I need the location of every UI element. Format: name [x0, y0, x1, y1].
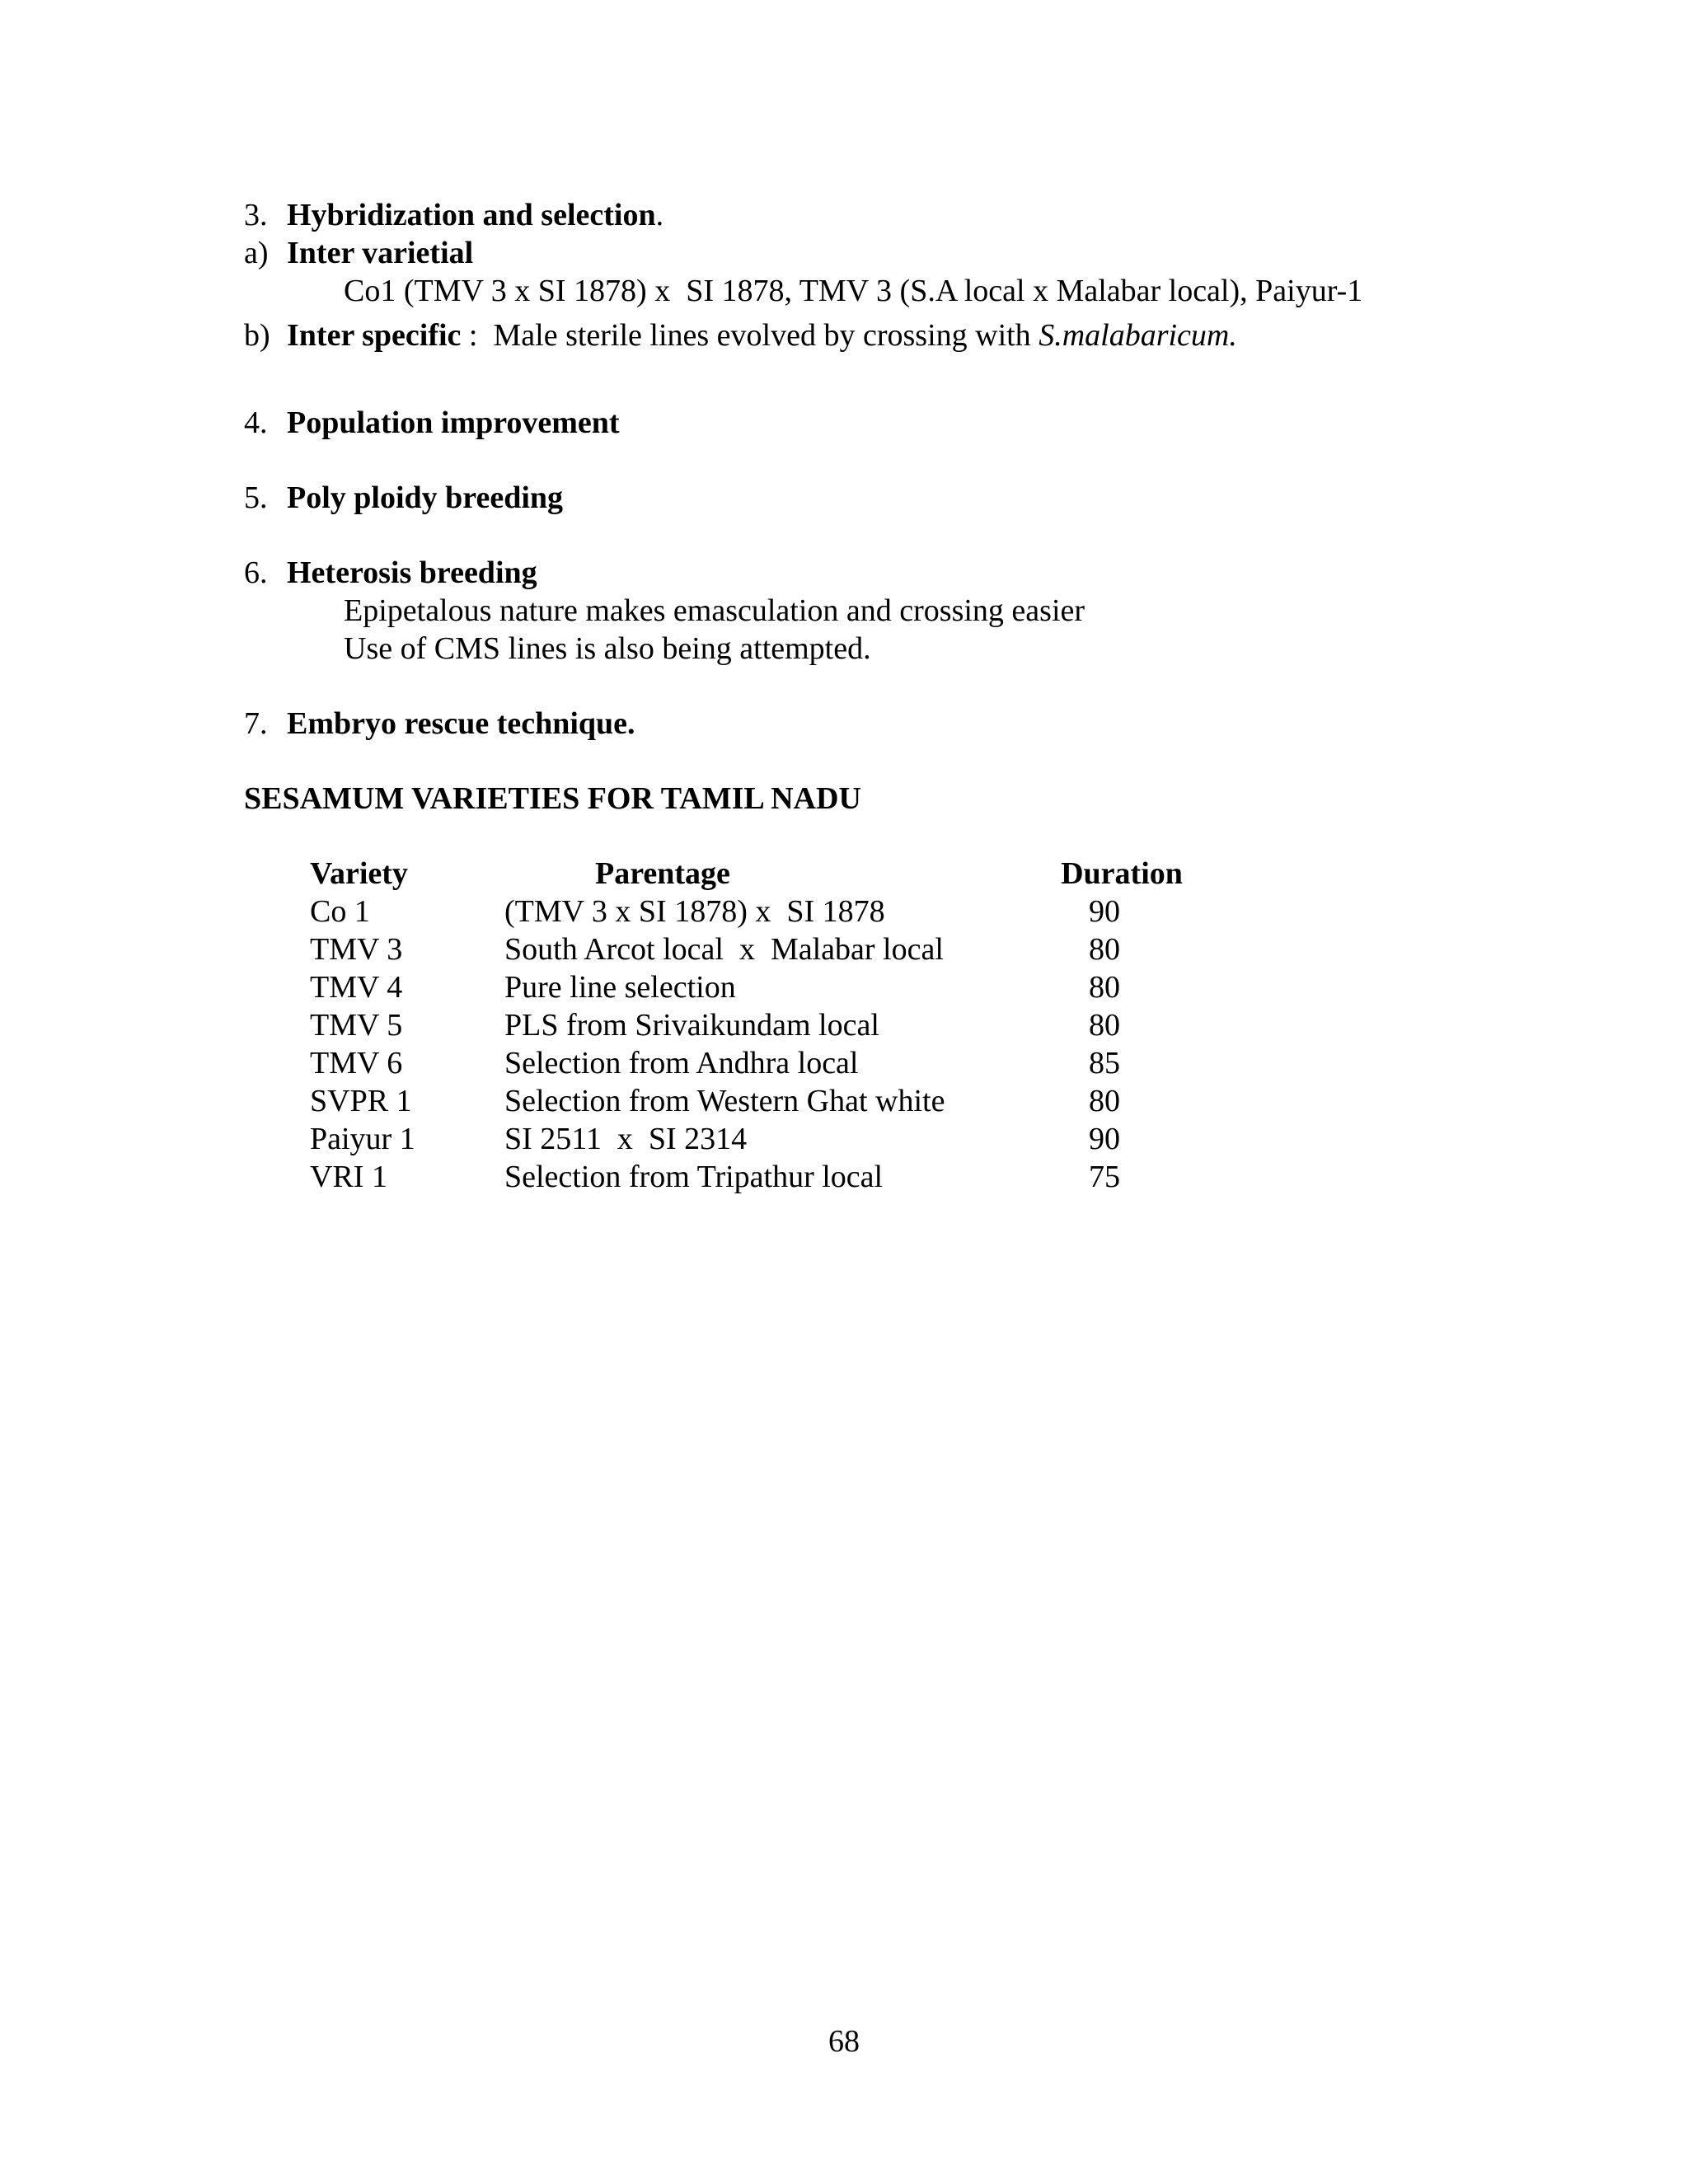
subsection-a-detail: Co1 (TMV 3 x SI 1878) x SI 1878, TMV 3 (S.A local x Malabar local), Paiyur-1 — [344, 274, 1363, 308]
variety-cell: Paiyur 1 — [310, 1122, 415, 1156]
parentage-cell: SI 2511 x SI 2314 — [504, 1122, 748, 1156]
parentage-cell: Selection from Andhra local — [504, 1046, 859, 1080]
column-header-variety: Variety — [310, 856, 408, 891]
section-3-heading — [244, 196, 663, 234]
variety-cell: VRI 1 — [310, 1160, 387, 1194]
duration-cell: 90 — [1089, 1122, 1120, 1156]
variety-cell: SVPR 1 — [310, 1084, 412, 1118]
parentage-cell: Pure line selection — [504, 970, 736, 1005]
variety-cell: TMV 3 — [310, 932, 403, 967]
subsection-separator: : — [461, 318, 494, 353]
subsection-text: Male sterile lines evolved by crossing with — [493, 318, 1039, 353]
duration-cell: 80 — [1089, 970, 1120, 1005]
variety-cell: TMV 5 — [310, 1008, 403, 1043]
parentage-cell: South Arcot local x Malabar local — [504, 932, 944, 967]
section-number: 7. — [244, 706, 268, 741]
subsection-title: Inter specific — [287, 318, 462, 353]
column-header-parentage: Parentage — [595, 856, 730, 891]
subsection-a-heading — [244, 234, 473, 272]
subsection-label: a) — [244, 236, 269, 270]
section-6-heading — [244, 554, 537, 592]
parentage-cell: Selection from Western Ghat white — [504, 1084, 945, 1118]
column-header-duration: Duration — [1061, 856, 1183, 891]
duration-cell: 90 — [1089, 894, 1120, 929]
section-title: Poly ploidy breeding — [287, 480, 564, 515]
duration-cell: 85 — [1089, 1046, 1120, 1080]
section-title-punct: . — [655, 198, 664, 232]
section-number: 5. — [244, 480, 268, 515]
subsection-b-line — [244, 316, 1237, 354]
section-title: Population improvement — [287, 405, 620, 440]
duration-cell: 80 — [1089, 1008, 1120, 1043]
duration-cell: 80 — [1089, 932, 1120, 967]
varieties-heading: SESAMUM VARIETIES FOR TAMIL NADU — [244, 781, 861, 816]
section-number: 3. — [244, 198, 268, 232]
section-number: 4. — [244, 405, 268, 440]
parentage-cell: PLS from Srivaikundam local — [504, 1008, 879, 1043]
duration-cell: 75 — [1089, 1160, 1120, 1194]
variety-cell: TMV 6 — [310, 1046, 403, 1080]
duration-cell: 80 — [1089, 1084, 1120, 1118]
section-title: Embryo rescue technique. — [287, 706, 635, 741]
section-title: Hybridization and selection — [287, 198, 656, 232]
section-number: 6. — [244, 555, 268, 590]
variety-cell: Co 1 — [310, 894, 370, 929]
section-6-line-1: Epipetalous nature makes emasculation and crossing easier — [344, 593, 1085, 628]
section-6-line-2: Use of CMS lines is also being attempted. — [344, 631, 871, 666]
section-title: Heterosis breeding — [287, 555, 537, 590]
section-4-heading — [244, 404, 620, 442]
parentage-cell: Selection from Tripathur local — [504, 1160, 884, 1194]
species-name: S.malabaricum. — [1039, 318, 1237, 353]
subsection-title: Inter varietial — [287, 236, 474, 270]
section-7-heading — [244, 705, 635, 743]
variety-cell: TMV 4 — [310, 970, 403, 1005]
section-5-heading — [244, 479, 563, 517]
subsection-label: b) — [244, 318, 270, 353]
parentage-cell: (TMV 3 x SI 1878) x SI 1878 — [504, 894, 885, 929]
page-number: 68 — [828, 2024, 860, 2059]
